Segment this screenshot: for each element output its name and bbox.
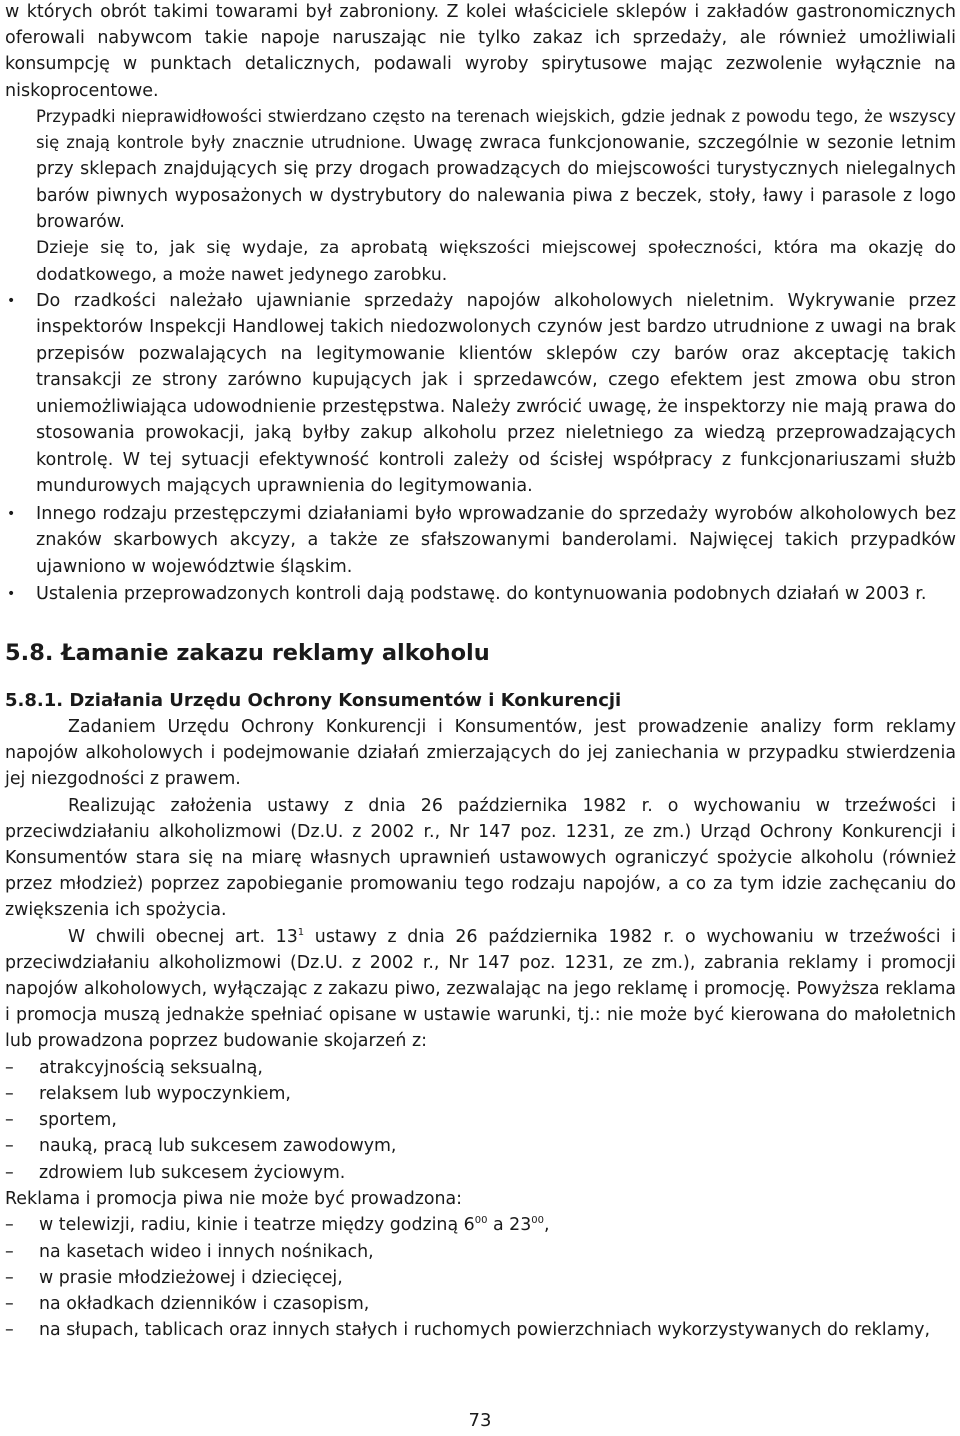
list-item-text: na słupach, tablicach oraz innych stałych i ruchomych powierzchniach wykorzystywanych do reklamy, [39, 1320, 930, 1341]
list-skojarzenia [5, 1055, 956, 1186]
dash-icon: – [5, 1294, 14, 1315]
list-item [5, 1081, 956, 1107]
list-item-text: nauką, pracą lub sukcesem zawodowym, [39, 1136, 397, 1157]
paragraph-zadaniem [5, 714, 956, 793]
dash-icon: – [5, 1110, 14, 1131]
dash-icon: – [5, 1320, 14, 1341]
bullet-text: Ustalenia przeprowadzonych kontroli dają podstawę. do kontynuowania podobnych działań w 2003 r. [36, 584, 927, 605]
bullet-item-nieletni [7, 288, 956, 500]
dash-icon: – [5, 1083, 14, 1104]
list-item-text: na kasetach wideo i innych nośnikach, [39, 1241, 374, 1262]
superscript-00: 00 [531, 1215, 545, 1227]
list-item [5, 1212, 956, 1238]
paragraph-w-chwili [5, 924, 956, 1055]
list-item-text: zdrowiem lub sukcesem życiowym. [39, 1162, 346, 1183]
text-w-chwili-a: W chwili obecnej art. 13 [68, 926, 298, 947]
paragraph-top [5, 0, 956, 104]
text-para-aprobata: Dzieje się to, jak się wydaje, za aprobatą większości miejscowej społeczności, która ma okazję do dodatkowego, a może nawet jedynego zarobku. [36, 238, 956, 285]
bullet-dot-icon: • [7, 586, 16, 603]
list-item [5, 1055, 956, 1081]
paragraph-wiejskie [36, 104, 956, 235]
text-para-zadaniem: Zadaniem Urzędu Ochrony Konkurencji i Konsumentów, jest prowadzenie analizy form reklamy napojów alkoholowych i podejmowanie działań zmierzających do jej zaniechania w przypadku stwierdzenia jej niezgodności z prawem. [5, 716, 956, 790]
list-item [5, 1160, 956, 1186]
superscript-1: 1 [297, 926, 305, 938]
bullet-dot-icon: • [7, 505, 16, 522]
list-item [5, 1239, 956, 1265]
list-item [5, 1133, 956, 1159]
list-zakazy [5, 1212, 956, 1343]
dash-icon: – [5, 1267, 14, 1288]
page-number: 73 [468, 1410, 492, 1431]
list-item-text: na okładkach dzienników i czasopism, [39, 1294, 370, 1315]
text-para-bary: Uwagę zwraca funkcjonowanie, szczególnie w sezonie letnim przy sklepach znajdujących się przy drogach prowadzących do miejscowości turystycznych nielegalnych barów piwnych wyposażonych w dystrybutory do nalewania piwa z beczek, stoły, ławy i parasole z logo browarów. [36, 133, 957, 232]
list-item [5, 1317, 956, 1343]
bullet-item-akcyza [7, 501, 956, 581]
dash-icon: – [5, 1162, 14, 1183]
paragraph-reklama-piwa: Reklama i promocja piwa nie może być prowadzona: [5, 1189, 463, 1210]
section-heading: 5.8. Łamanie zakazu reklamy alkoholu [5, 639, 490, 666]
text-para-top: w których obrót takimi towarami był zabroniony. Z kolei właściciele sklepów i zakładów gastronomicznych oferowali nabywcom takie napoje naruszając nie tylko zakaz ich sprzedaży, ale również umożliwiali konsumpcję w punktach detalicznych, podawali wyroby spirytusowe mając zezwolenie wyłącznie na niskoprocentowe. [5, 2, 956, 101]
dash-icon: – [5, 1215, 14, 1236]
bullet-text: Innego rodzaju przestępczymi działaniami było wprowadzanie do sprzedaży wyrobów alkoholowych bez znaków skarbowych akcyzy, a także ze sfałszowanymi banderolami. Najwięcej takich przypadków ujawniono w województwie śląskim. [36, 503, 956, 577]
bullet-dot-icon: • [7, 292, 16, 309]
bullet-text: Do rzadkości należało ujawnianie sprzedaży napojów alkoholowych nieletnim. Wykrywanie przez inspektorów Inspekcji Handlowej takich niedozwolonych czynów jest bardzo utrudnione z uwagi na brak przepisów pozwalających na legitymowanie klientów sklepów czy barów oraz akceptację takich transakcji ze strony zarówno kupujących jak i sprzedawców, czego efektem jest zmowa obu stron uniemożliwiająca udowodnienie przestępstwa. Należy zwrócić uwagę, że inspektorzy nie mają prawa do stosowania prowokacji, jaką byłby zakup alkoholu przez nieletniego za wiedzą przeprowadzających kontrolę. W tej sytuacji efektywność kontroli zależy od ścisłej współpracy z funkcjonariuszami służb mundurowych mających uprawnienia do legitymowania. [36, 290, 956, 497]
list-item-text: relaksem lub wypoczynkiem, [39, 1083, 291, 1104]
list-item-text: sportem, [39, 1110, 117, 1131]
paragraph-block-indented [36, 104, 956, 288]
dash-icon: – [5, 1241, 14, 1262]
subsection-heading: 5.8.1. Działania Urzędu Ochrony Konsumentów i Konkurencji [5, 689, 622, 711]
list-item-text: atrakcyjnością seksualną, [39, 1057, 263, 1078]
list-item-text: w telewizji, radiu, kinie i teatrze między godziną 6 [39, 1215, 475, 1236]
paragraph-realizujac [5, 793, 956, 924]
list-item [5, 1265, 956, 1291]
list-item [5, 1107, 956, 1133]
text-para-realizujac: Realizując założenia ustawy z dnia 26 października 1982 r. o wychowaniu w trzeźwości i przeciwdziałaniu alkoholizmowi (Dz.U. z 2002 r., Nr 147 poz. 1231, ze zm.) Urząd Ochrony Konkurencji i Konsumentów stara się na miarę własnych uprawnień ustawowych ograniczyć spożycie alkoholu (również przez młodzież) poprzez zapobieganie promowaniu tego rodzaju napojów, a co za tym idzie zachęcaniu do zwiększenia ich spożycia. [5, 795, 956, 921]
list-item-text: , [544, 1215, 550, 1236]
text-w-chwili-b: ustawy z dnia 26 października 1982 r. o wychowaniu w trzeźwości i przeciwdziałaniu alkoholizmowi (Dz.U. z 2002 r., Nr 147 poz. 1231, ze zm.), zabrania reklamy i promocji napojów alkoholowych, wyłączając z zakazu piwo, zezwalając na jego reklamę i promocję. Powyższa reklama i promocja muszą jednakże spełniać opisane w ustawie warunki, tj.: nie może być kierowana do małoletnich lub prowadzona poprzez budowanie skojarzeń z: [5, 926, 956, 1052]
bullet-item-ustalenia [7, 581, 956, 608]
dash-icon: – [5, 1136, 14, 1157]
dash-icon: – [5, 1057, 14, 1078]
list-item-text: a 23 [487, 1215, 532, 1236]
superscript-00: 00 [474, 1215, 488, 1227]
list-item [5, 1291, 956, 1317]
paragraph-aprobata [36, 235, 956, 288]
text-para-wiejskie: Przypadki nieprawidłowości stwierdzano często na terenach wiejskich, gdzie jednak z powodu tego, że wszyscy się znają kontrole były znacznie utrudnione. [36, 106, 956, 153]
list-item-text: w prasie młodzieżowej i dziecięcej, [39, 1267, 343, 1288]
